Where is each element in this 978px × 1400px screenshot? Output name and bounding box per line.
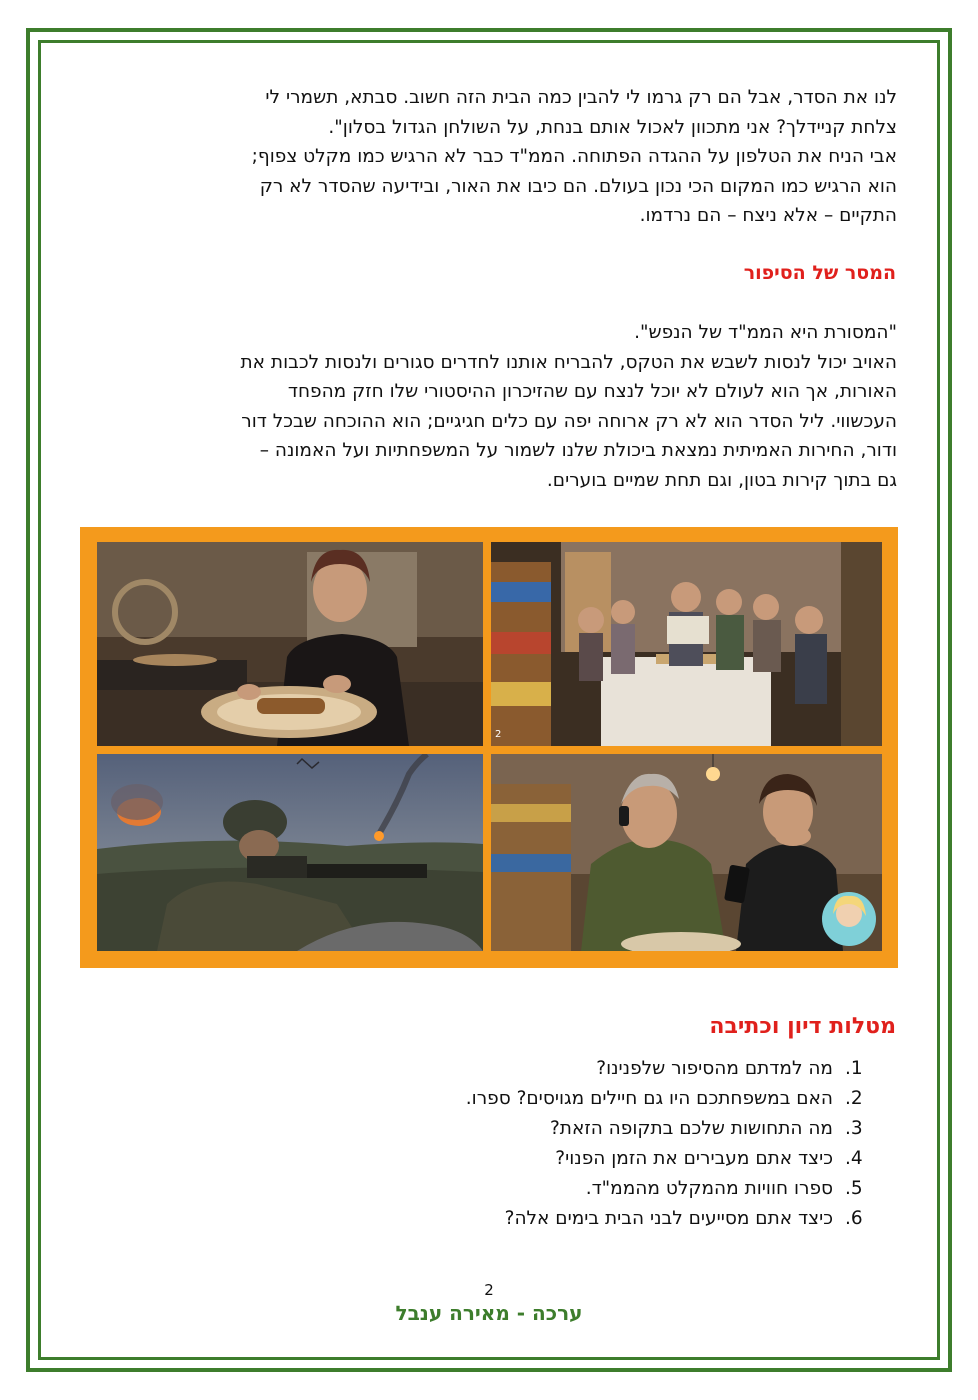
questions-list [300, 1054, 867, 1234]
question-text: האם במשפחתכם היו גם חיילים מגויסים? ספרו. [465, 1088, 833, 1109]
question-number: 3. [845, 1118, 863, 1139]
photo-soldier-field [97, 754, 483, 951]
intro-line: לנו את הסדר, אבל הם רק גרמו לי להבין כמה הבית הזה חשוב. סבתא, תשמרי לי [265, 87, 897, 108]
photo-number-badge: 2 [495, 729, 502, 740]
question-number: 4. [845, 1148, 863, 1169]
question-item [300, 1084, 867, 1114]
intro-line: הוא הרגיש כמו המקום הכי נכון בעולם. הם כיבו את האור, ובידיעה שהסדר לא רק [259, 175, 897, 197]
question-number: 2. [845, 1088, 863, 1109]
moral-line: האויב יכול לנסות לשבש את הטקס, להבריח אותנו לחדרים סגורים ולנסות לכבות את [240, 351, 897, 373]
question-item [300, 1144, 867, 1174]
intro-paragraph [82, 83, 897, 231]
editor-credit: ערכה - מאירה ענבל [395, 1301, 583, 1325]
question-number: 6. [845, 1208, 863, 1229]
moral-heading: המסר של הסיפור [743, 262, 896, 284]
question-text: מה התחושות שלכם בתקופה הזאת? [549, 1118, 833, 1139]
question-item [300, 1174, 867, 1204]
moral-line: "המסורת היא הממ"ד של הנפש". [634, 322, 897, 343]
photo-family-shelter [491, 542, 882, 746]
moral-line: ודור, החירות האמיתית נמצאת ביכולת שלנו לשמור על המשפחתיות ועל האמונה – [259, 440, 897, 461]
discussion-heading: מטלות דיון וכתיבה [709, 1014, 896, 1039]
question-text: כיצד אתם מסייעים לבני הבית בימים אלה? [504, 1208, 833, 1229]
question-item [300, 1114, 867, 1144]
question-text: כיצד אתם מעבירים את הזמן הפנוי? [555, 1148, 833, 1169]
moral-line: גם בתוך קירות בטון, וגם תחת שמיים בוערים. [546, 469, 897, 491]
question-text: מה למדתם מהסיפור שלפנינו? [596, 1058, 833, 1079]
page-number: 2 [484, 1281, 494, 1299]
intro-line: אבי הניח את הטלפון על ההגדה הפתוחה. הממ"ד כבר לא הרגיש כמו מקלט צפוף; [251, 146, 897, 167]
question-number: 5. [845, 1178, 863, 1199]
photo-collage [80, 527, 898, 968]
question-item [300, 1204, 867, 1234]
moral-line: העכשווי. ליל הסדר הוא לא רק ארוחה יפה עם כלים חגיגיים; הוא ההוכחה שבכל דור [241, 410, 897, 432]
intro-line: התקיים – אלא ניצח – הם נרדמו. [639, 205, 897, 226]
moral-paragraph [82, 318, 897, 495]
question-number: 1. [845, 1058, 863, 1079]
question-item [300, 1054, 867, 1084]
moral-line: האורות, אך הוא לעולם לא יוכל לנצח עם שהזיכרון ההיסטורי שלו חזק מהפחד [287, 381, 897, 402]
photo-couple-phone [491, 754, 882, 951]
question-text: ספרו חוויות מהמקלט מהממ"ד. [585, 1178, 833, 1199]
intro-line: צלחת קניידלך? אני מתכוון לאכול אותם בנחת, על השולחן הגדול בסלון". [328, 116, 897, 138]
photo-grandmother-serving [97, 542, 483, 746]
